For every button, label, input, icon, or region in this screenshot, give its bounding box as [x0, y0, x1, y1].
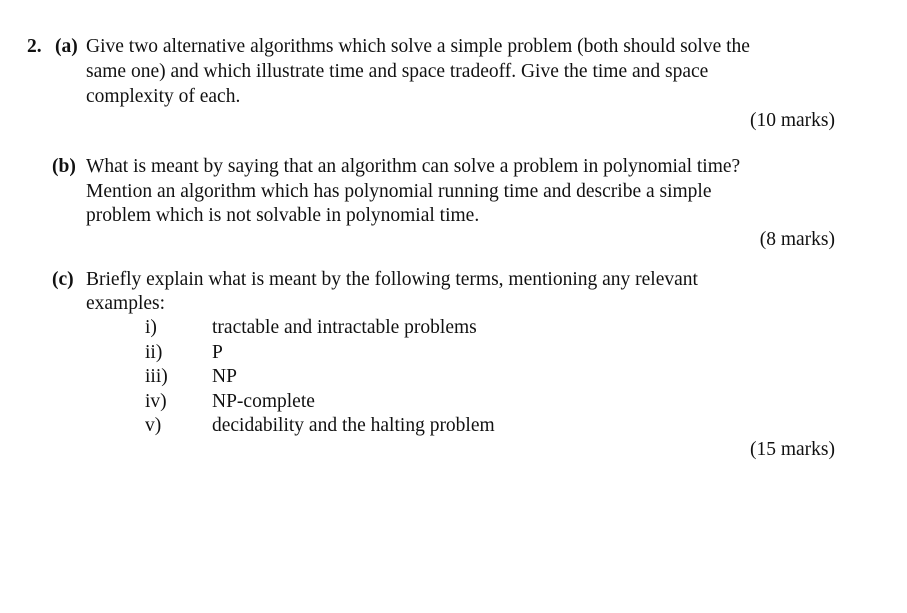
part-b-text-line: problem which is not solvable in polynomial time.	[86, 205, 480, 226]
part-a-text-line: Give two alternative algorithms which solve a simple problem (both should solve the	[86, 36, 750, 57]
part-a-label: (a)	[55, 36, 78, 57]
part-b-text-line: Mention an algorithm which has polynomial running time and describe a simple	[86, 181, 712, 202]
part-a-text-line: complexity of each.	[86, 86, 241, 107]
question-number: 2.	[27, 36, 42, 57]
list-item-term: decidability and the halting problem	[212, 415, 495, 436]
list-item-term: NP	[212, 366, 237, 387]
part-c-marks: (15 marks)	[749, 439, 835, 460]
list-item-number: iv)	[145, 391, 167, 412]
part-b-text-line: What is meant by saying that an algorithm can solve a problem in polynomial time?	[86, 156, 741, 177]
list-item-number: v)	[145, 415, 162, 436]
list-item-number: i)	[145, 317, 157, 338]
list-item-term: P	[212, 342, 223, 363]
part-b-label: (b)	[52, 156, 76, 177]
part-b-marks: (8 marks)	[759, 229, 835, 250]
list-item-number: ii)	[145, 342, 163, 363]
list-item-term: NP-complete	[212, 391, 315, 412]
part-a-text-line: same one) and which illustrate time and space tradeoff. Give the time and space	[86, 61, 709, 82]
list-item-term: tractable and intractable problems	[212, 317, 477, 338]
part-c-text-line: Briefly explain what is meant by the following terms, mentioning any relevant	[86, 269, 698, 290]
list-item-number: iii)	[145, 366, 168, 387]
part-a-marks: (10 marks)	[749, 110, 835, 131]
part-c-text-line: examples:	[86, 293, 166, 314]
part-c-label: (c)	[52, 269, 74, 290]
